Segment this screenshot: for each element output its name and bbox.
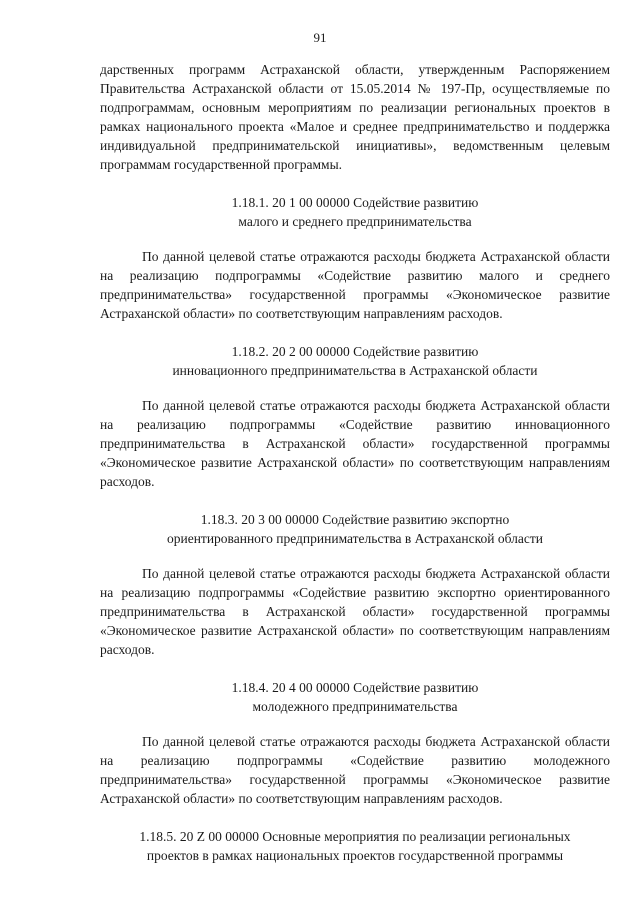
section-heading (100, 193, 610, 231)
section-5 (100, 827, 610, 865)
section-paragraph: По данной целевой статье отражаются расходы бюджета Астраханской области на реализацию подпрограммы «Содействие развитию экспортно ориентированного предпринимательства в Астраханской области» государственной программы «Экономическое развитие Астраханской области» по соответствующим направлениям расходов. (100, 566, 610, 657)
heading-line: ориентированного предпринимательства в Астраханской области (166, 531, 543, 546)
heading-line: проектов в рамках национальных проектов государственной программы (146, 848, 564, 863)
heading-line: молодежного предпринимательства (252, 699, 458, 714)
section-1 (100, 193, 610, 323)
section-paragraph: По данной целевой статье отражаются расходы бюджета Астраханской области на реализацию подпрограммы «Содействие развитию инновационного предпринимательства в Астраханской области» государственной программы «Экономическое развитие Астраханской области» по соответствующим направлениям расходов. (100, 398, 610, 489)
page-number: 91 (313, 30, 327, 45)
heading-line: малого и среднего предпринимательства (238, 214, 472, 229)
heading-line: 1.18.2. 20 2 00 00000 Содействие развитию (231, 344, 479, 359)
section-heading (100, 510, 610, 548)
heading-line: 1.18.3. 20 3 00 00000 Содействие развитию экспортно (200, 512, 510, 527)
section-2 (100, 342, 610, 491)
section-heading (100, 678, 610, 716)
section-paragraph: По данной целевой статье отражаются расходы бюджета Астраханской области на реализацию подпрограммы «Содействие развитию малого и среднего предпринимательства» государственной программы «Экономическое развитие Астраханской области» по соответствующим направлениям расходов. (100, 249, 610, 321)
section-heading (100, 342, 610, 380)
heading-line: 1.18.1. 20 1 00 00000 Содействие развитию (231, 195, 479, 210)
heading-line: 1.18.5. 20 Z 00 00000 Основные мероприятия по реализации региональных (139, 829, 571, 844)
document-body (100, 60, 610, 865)
section-4 (100, 678, 610, 808)
intro-paragraph: дарственных программ Астраханской области, утвержденным Распоряжением Правительства Астраханской области от 15.05.2014 № 197-Пр, осуществляемые по подпрограммам, основным мероприятиям по реализации региональных проектов в рамках национального проекта «Малое и среднее предпринимательство и поддержка индивидуальной предпринимательской инициативы», ведомственным целевым программам государственной программы. (100, 62, 610, 172)
heading-line: инновационного предпринимательства в Астраханской области (172, 363, 538, 378)
heading-line: 1.18.4. 20 4 00 00000 Содействие развитию (231, 680, 479, 695)
section-paragraph: По данной целевой статье отражаются расходы бюджета Астраханской области на реализацию подпрограммы «Содействие развитию молодежного предпринимательства» государственной программы «Экономическое развитие Астраханской области» по соответствующим направлениям расходов. (100, 734, 610, 806)
section-3 (100, 510, 610, 659)
section-heading (100, 827, 610, 865)
